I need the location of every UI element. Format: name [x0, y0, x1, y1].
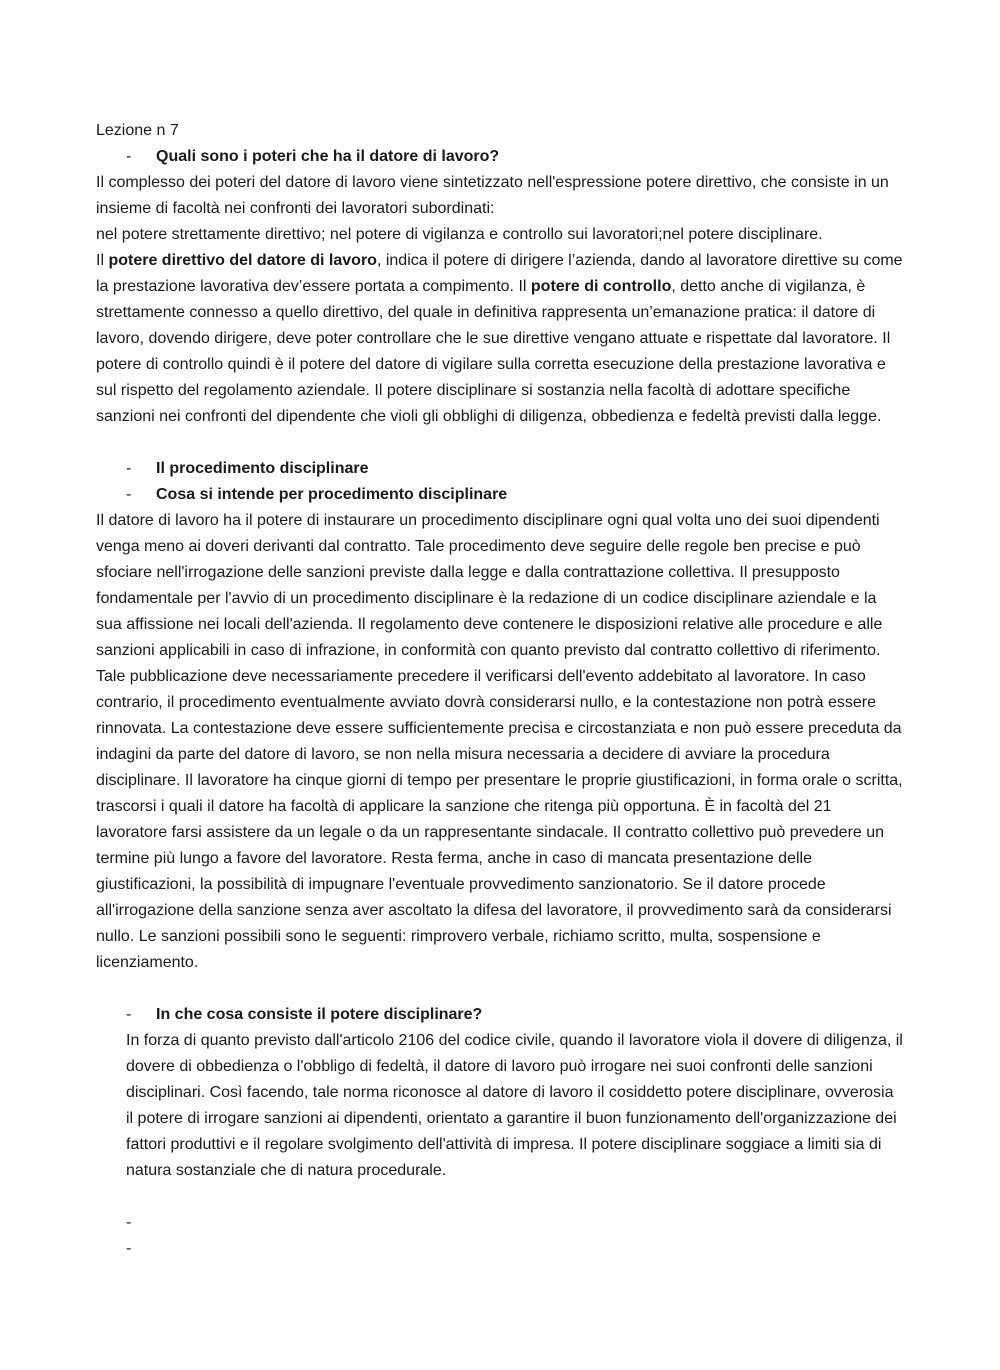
blank-line: [96, 976, 904, 1002]
paragraph-poteri-detail: [96, 248, 904, 430]
heading-text: Cosa si intende per procedimento disciplinare: [156, 486, 508, 503]
paragraph-poteri-intro: Il complesso dei poteri del datore di lavoro viene sintetizzato nell'espressione potere direttivo, che consiste in un insieme di facoltà nei confronti dei lavoratori subordinati:: [96, 174, 889, 217]
blank-line: [96, 430, 904, 456]
bold-term-potere-direttivo: potere direttivo del datore di lavoro: [108, 252, 377, 269]
text-run: , indica il potere di dirigere l’azienda, dando al lavoratore direttive su come la prestazione lavorativa dev’essere portata a compimento. Il: [96, 252, 903, 295]
heading-potere-disciplinare: [96, 1002, 904, 1028]
bullet-dash: -: [126, 148, 132, 165]
bullet-dash: -: [126, 1240, 132, 1257]
heading-cosa-si-intende: [96, 482, 904, 508]
heading-procedimento: [96, 456, 904, 482]
paragraph-procedimento: Il datore di lavoro ha il potere di instaurare un procedimento disciplinare ogni qual volta uno dei suoi dipendenti venga meno ai doveri derivanti dal contratto. Tale procedimento deve seguire delle regole ben precise e può sfociare nell'irrogazione delle sanzioni previste dalla legge e dalla contrattazione collettiva. Il presupposto fondamentale per l'avvio di un procedimento disciplinare è la redazione di un codice disciplinare aziendale e la sua affissione nei locali dell'azienda. Il regolamento deve contenere le disposizioni relative alle procedure e alle sanzioni applicabili in caso di infrazione, in conformità con quanto previsto dal contratto collettivo di riferimento. Tale pubblicazione deve necessariamente precedere il verificarsi dell'evento addebitato al lavoratore. In caso contrario, il procedimento eventualmente avviato dovrà considerarsi nullo, e la contestazione non potrà essere rinnovata. La contestazione deve essere sufficientemente precisa e circostanziata e non può essere preceduta da indagini da parte del datore di lavoro, se non nella misura necessaria a decidere di avviare la procedura disciplinare. Il lavoratore ha cinque giorni di tempo per presentare le proprie giustificazioni, in forma orale o scritta, trascorsi i quali il datore ha facoltà di applicare la sanzione che ritenga più opportuna. È in facoltà del 21 lavoratore farsi assistere da un legale o da un rappresentante sindacale. Il contratto collettivo può prevedere un termine più lungo a favore del lavoratore. Resta ferma, anche in caso di mancata presentazione delle giustificazioni, la possibilità di impugnare l'eventuale provvedimento sanzionatorio. Se il datore procede all'irrogazione della sanzione senza aver ascoltato la difesa del lavoratore, il provvedimento sarà da considerarsi nullo. Le sanzioni possibili sono le seguenti: rimprovero verbale, richiamo scritto, multa, sospensione e licenziamento.: [96, 512, 903, 971]
bullet-dash: -: [126, 486, 132, 503]
paragraph-potere-disciplinare: In forza di quanto previsto dall'articolo 2106 del codice civile, quando il lavoratore viola il dovere di diligenza, il dovere di obbedienza o l'obbligo di fedeltà, il datore di lavoro può irrogare nei suoi confronti delle sanzioni disciplinari. Così facendo, tale norma riconosce al datore di lavoro il cosiddetto potere disciplinare, ovverosia il potere di irrogare sanzioni ai dipendenti, orientato a garantire il buon funzionamento dell'organizzazione dei fattori produttivi e il regolare svolgimento dell'attività di impresa. Il potere disciplinare soggiace a limiti sia di natura sostanziale che di natura procedurale.: [126, 1032, 903, 1179]
heading-text: Il procedimento disciplinare: [156, 460, 369, 477]
bullet-dash: -: [126, 460, 132, 477]
heading-poteri-datore: [96, 144, 904, 170]
text-run: , detto anche di vigilanza, è strettamente connesso a quello direttivo, del quale in definitiva rappresenta un’emanazione pratica: il datore di lavoro, dovendo dirigere, deve poter controllare che le sue direttive vengano attuate e rispettate dal lavoratore. Il potere di controllo quindi è il potere del datore di vigilare sulla corretta esecuzione della prestazione lavorativa e sul rispetto del regolamento aziendale. Il potere disciplinare si sostanzia nella facoltà di adottare specifiche sanzioni nei confronti del dipendente che violi gli obblighi di diligenza, obbedienza e fedeltà previsti dalla legge.: [96, 278, 891, 425]
lesson-title: Lezione n 7: [96, 122, 179, 139]
heading-text: Quali sono i poteri che ha il datore di lavoro?: [156, 148, 500, 165]
bullet-dash: -: [126, 1214, 132, 1231]
bullet-dash: -: [126, 1006, 132, 1023]
blank-line: [96, 1184, 904, 1210]
empty-list-item: [96, 1210, 904, 1236]
text-run: Il: [96, 252, 109, 269]
bold-term-potere-controllo: potere di controllo: [530, 278, 672, 295]
paragraph-poteri-list: nel potere strettamente direttivo; nel potere di vigilanza e controllo sui lavoratori;nel potere disciplinare.: [96, 226, 823, 243]
empty-list-item: [96, 1236, 904, 1262]
heading-text: In che cosa consiste il potere disciplinare?: [156, 1006, 483, 1023]
document-body: [96, 118, 904, 1262]
